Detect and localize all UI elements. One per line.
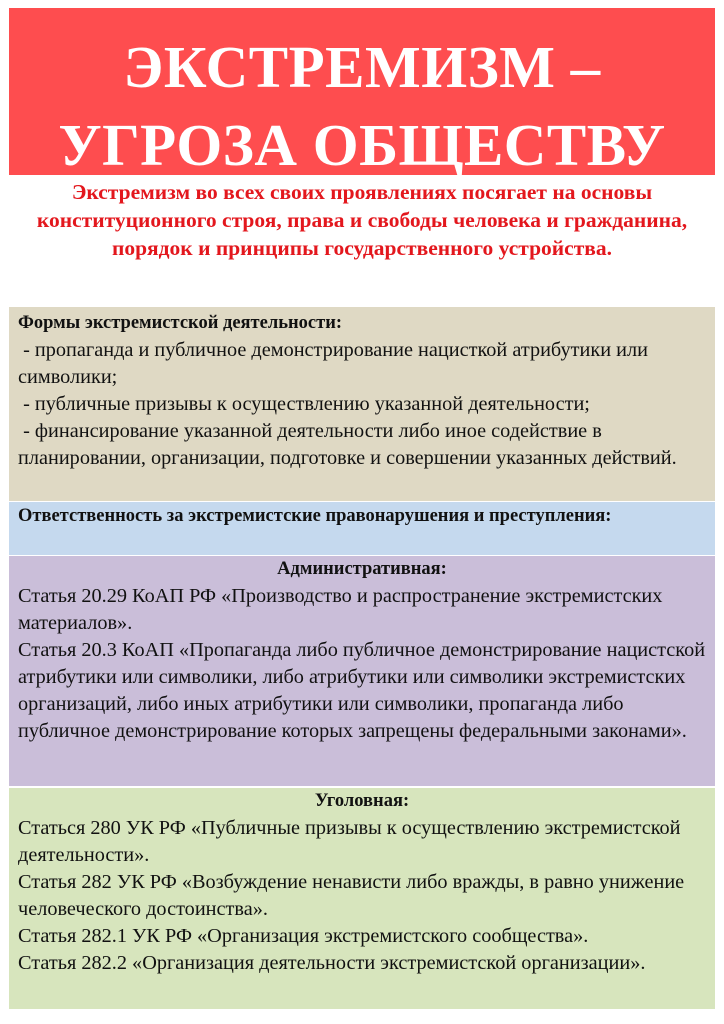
criminal-item: Статья 282.2 «Организация деятельности экстремистской организации». — [18, 952, 646, 974]
forms-item: - финансирование указанной деятельности либо иное содействие в планировании, организации, подготовке и совершении указанных действий. — [18, 420, 677, 469]
criminal-item: Статья 282 УК РФ «Возбуждение ненависти либо вражды, в равно унижение человеческого достоинства». — [18, 871, 685, 920]
title-line-1: ЭКСТРЕМИЗМ – — [123, 34, 601, 100]
title-banner — [9, 8, 715, 178]
forms-item: - публичные призывы к осуществлению указанной деятельности; — [18, 393, 590, 415]
forms-section — [9, 307, 715, 501]
administrative-item: Статья 20.3 КоАП «Пропаганда либо публичное демонстрирование нацистской атрибутики или символики, либо атрибутики или символики экстремистских организаций, либо иных атрибутики или символики, пропаганда либо публичное демонстрирование которых запрещены федеральными законами». — [18, 639, 706, 742]
responsibility-title: Ответственность за экстремистские правонарушения и преступления: — [18, 506, 612, 526]
forms-item: - пропаганда и публичное демонстрирование нацисткой атрибутики или символики; — [18, 339, 654, 388]
criminal-title: Уголовная: — [314, 791, 410, 811]
criminal-item: Статься 280 УК РФ «Публичные призывы к осуществлению экстремистской деятельности». — [18, 817, 681, 866]
criminal-section — [9, 788, 715, 1009]
administrative-title: Административная: — [277, 559, 447, 579]
intro-text: Экстремизм во всех своих проявлениях посягает на основы конституционного строя, права и свободы человека и гражданина, порядок и принципы государственного устройства. — [36, 180, 688, 260]
forms-title: Формы экстремистской деятельности: — [18, 313, 343, 333]
administrative-item: Статья 20.29 КоАП РФ «Производство и распространение экстремистских материалов». — [18, 585, 663, 634]
criminal-item: Статья 282.1 УК РФ «Организация экстремистского сообщества». — [18, 925, 589, 947]
administrative-section — [9, 556, 715, 786]
title-line-2: УГРОЗА ОБЩЕСТВУ — [58, 112, 666, 178]
responsibility-section — [9, 502, 715, 555]
